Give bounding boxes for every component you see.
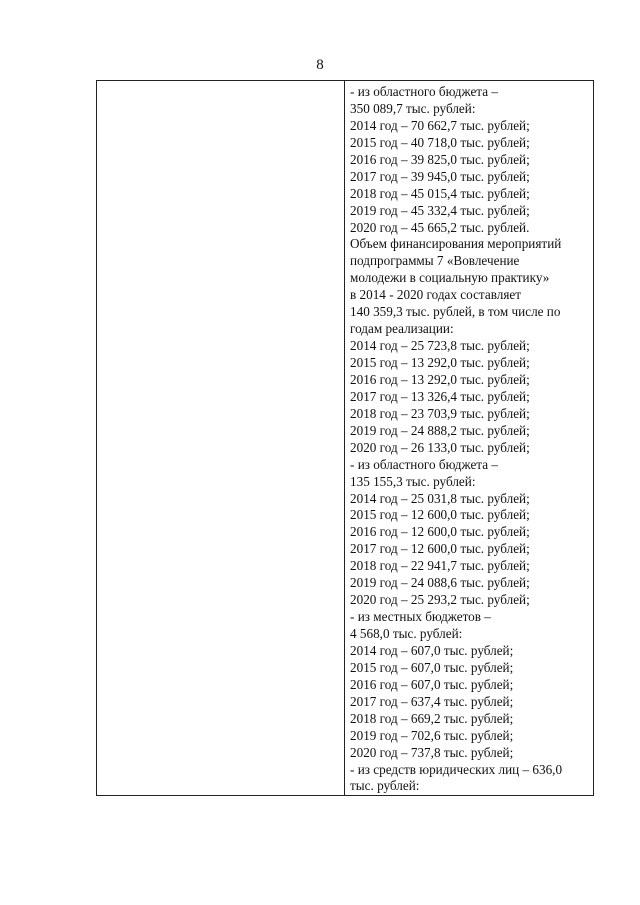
- text-line: подпрограммы 7 «Вовлечение: [350, 253, 520, 269]
- text-line: 4 568,0 тыс. рублей:: [350, 626, 463, 641]
- text-line: 2016 год – 13 292,0 тыс. рублей;: [350, 371, 530, 387]
- text-line: 2014 год – 607,0 тыс. рублей;: [350, 642, 514, 658]
- text-line: 2020 год – 25 293,2 тыс. рублей;: [350, 592, 530, 608]
- text-line: 2015 год – 40 718,0 тыс. рублей;: [350, 134, 530, 150]
- text-line: годам реализации:: [350, 321, 454, 337]
- text-line: 2017 год – 12 600,0 тыс. рублей;: [350, 541, 530, 557]
- text-line: 2015 год – 13 292,0 тыс. рублей;: [350, 355, 530, 370]
- text-line: 2015 год – 12 600,0 тыс. рублей;: [350, 507, 530, 523]
- text-line: молодежи в социальную практику»: [350, 270, 550, 286]
- text-line: - из областного бюджета –: [350, 84, 498, 99]
- text-line: Объем финансирования мероприятий: [350, 236, 562, 252]
- text-line: 2018 год – 45 015,4 тыс. рублей;: [350, 185, 530, 201]
- text-line: 2020 год – 26 133,0 тыс. рублей;: [350, 439, 530, 455]
- text-line: 2014 год – 70 662,7 тыс. рублей;: [350, 117, 530, 133]
- text-line: 2017 год – 13 326,4 тыс. рублей;: [350, 388, 530, 404]
- column-divider: [344, 81, 345, 795]
- text-line: 2016 год – 607,0 тыс. рублей;: [350, 676, 514, 692]
- text-line: 2018 год – 669,2 тыс. рублей;: [350, 710, 514, 726]
- text-line: 135 155,3 тыс. рублей:: [350, 473, 476, 489]
- text-line: 2016 год – 39 825,0 тыс. рублей;: [350, 151, 530, 167]
- page-number: 8: [316, 57, 324, 73]
- text-line: 2018 год – 22 941,7 тыс. рублей;: [350, 558, 530, 574]
- text-line: - из областного бюджета –: [350, 456, 498, 472]
- text-line: 2019 год – 702,6 тыс. рублей;: [350, 727, 514, 743]
- document-table: [96, 80, 594, 796]
- text-line: 2020 год – 737,8 тыс. рублей;: [350, 744, 514, 760]
- text-line: 2020 год – 45 665,2 тыс. рублей.: [350, 219, 530, 235]
- text-line: - из местных бюджетов –: [350, 609, 491, 625]
- text-line: - из средств юридических лиц – 636,0: [350, 761, 563, 777]
- financing-text-cell: [350, 84, 592, 795]
- text-line: 2019 год – 45 332,4 тыс. рублей;: [350, 202, 530, 218]
- text-line: 2017 год – 39 945,0 тыс. рублей;: [350, 168, 530, 184]
- text-line: 2015 год – 607,0 тыс. рублей;: [350, 659, 514, 675]
- text-line: 2018 год – 23 703,9 тыс. рублей;: [350, 405, 530, 421]
- text-line: 2016 год – 12 600,0 тыс. рублей;: [350, 524, 530, 540]
- text-line: 140 359,3 тыс. рублей, в том числе по: [350, 304, 561, 320]
- text-line: 2017 год – 637,4 тыс. рублей;: [350, 693, 514, 709]
- text-line: 2019 год – 24 888,2 тыс. рублей;: [350, 422, 530, 438]
- text-line: 2019 год – 24 088,6 тыс. рублей;: [350, 575, 530, 591]
- text-line: в 2014 - 2020 годах составляет: [350, 287, 522, 303]
- text-line: 2014 год – 25 031,8 тыс. рублей;: [350, 490, 530, 506]
- text-line: тыс. рублей:: [350, 778, 420, 794]
- text-line: 350 089,7 тыс. рублей:: [350, 100, 476, 116]
- text-line: 2014 год – 25 723,8 тыс. рублей;: [350, 338, 530, 354]
